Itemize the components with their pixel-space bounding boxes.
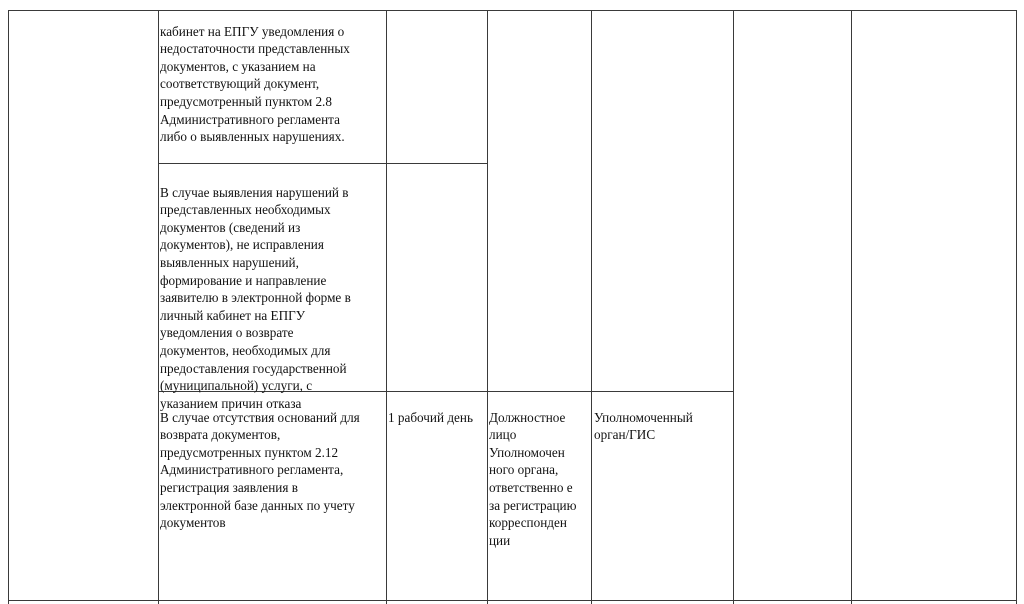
cell-description: кабинет на ЕПГУ уведомления о недостаточности представленных документов, с указанием на соответствующий документ, предусмотренный пунктом 2.8 Административного регламента либо о выявленных нарушениях.: [160, 23, 350, 145]
table-row: [160, 5, 384, 163]
cell-responsible: [489, 391, 590, 599]
cell-term: [388, 391, 486, 431]
cell-place: [594, 391, 732, 451]
responsible-text: Должностное лицо Уполномочен ного органа, ответственно е за регистрацию корреспонден ции: [489, 409, 577, 548]
cell-description: В случае выявления нарушений в представленных необходимых документов (сведений из документов), не исправления выявленных нарушений, формирование и направление заявителю в электронной форме в личный кабинет на ЕПГУ уведомления о возврате документов, необходимых для предоставления государственной (муниципальной) услуги, с указанием причин отказа: [160, 184, 351, 411]
term-text: 1 рабочий день: [388, 409, 473, 425]
place-text: Уполномоченный орган/ГИС: [594, 409, 693, 443]
table-row: [160, 166, 384, 411]
cell-description: В случае отсутствия оснований для возврата документов, предусмотренных пунктом 2.12 Административного регламента, регистрация заявления в электронной базе данных по учету документов: [160, 409, 360, 531]
table-row: [160, 391, 384, 599]
